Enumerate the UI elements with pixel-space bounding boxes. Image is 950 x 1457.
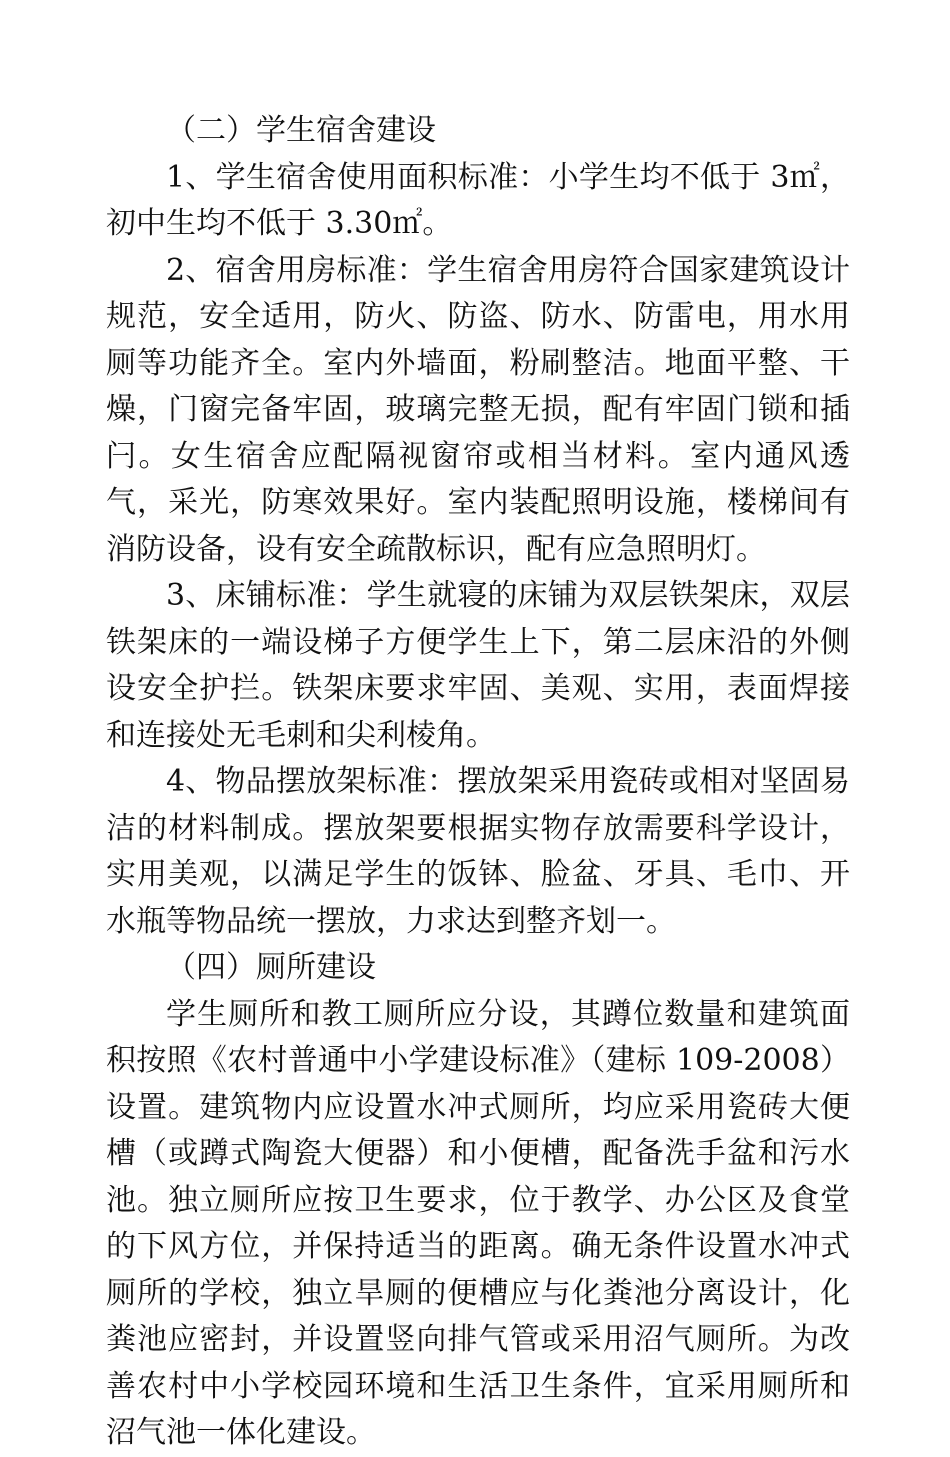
paragraph-room-standard: 2、宿舍用房标准：学生宿舍用房符合国家建筑设计规范，安全适用，防火、防盗、防水、防雷电，用水用厕等功能齐全。室内外墙面，粉刷整洁。地面平整、干燥，门窗完备牢固，玻璃完整无损，配有牢固门锁和插闩。女生宿舍应配隔视窗帘或相当材料。室内通风透气，采光，防寒效果好。室内装配照明设施，楼梯间有消防设备，设有安全疏散标识，配有应急照明灯。 — [106, 252, 850, 567]
paragraph-toilet-construction: 学生厕所和教工厕所应分设，其蹲位数量和建筑面积按照《农村普通中小学建设标准》（建标 109-2008）设置。建筑物内应设置水冲式厕所，均应采用瓷砖大便槽（或蹲式陶瓷大便器）和小便槽，配备洗手盆和污水池。独立厕所应按卫生要求，位于教学、办公区及食堂的下风方位，并保持适当的距离。确无条件设置水冲式厕所的学校，独立旱厕的便槽应与化粪池分离设计，化粪池应密封，并设置竖向排气管或采用沼气厕所。为改善农村中小学校园环境和生活卫生条件，宜采用厕所和沼气池一体化建设。 — [106, 996, 850, 1450]
section-heading-dormitory: （二）学生宿舍建设 — [166, 113, 436, 148]
document-page — [106, 108, 850, 1457]
paragraph-shelf-standard: 4、物品摆放架标准：摆放架采用瓷砖或相对坚固易洁的材料制成。摆放架要根据实物存放需要科学设计，实用美观，以满足学生的饭钵、脸盆、牙具、毛巾、开水瓶等物品统一摆放，力求达到整齐划一。 — [106, 764, 850, 939]
section-heading-toilet: （四）厕所建设 — [166, 950, 376, 985]
paragraph-area-standard: 1、学生宿舍使用面积标准：小学生均不低于 3㎡，初中生均不低于 3.30㎡。 — [106, 159, 850, 241]
paragraph-bed-standard: 3、床铺标准：学生就寝的床铺为双层铁架床，双层铁架床的一端设梯子方便学生上下，第二层床沿的外侧设安全护拦。铁架床要求牢固、美观、实用，表面焊接和连接处无毛刺和尖利棱角。 — [106, 578, 850, 753]
